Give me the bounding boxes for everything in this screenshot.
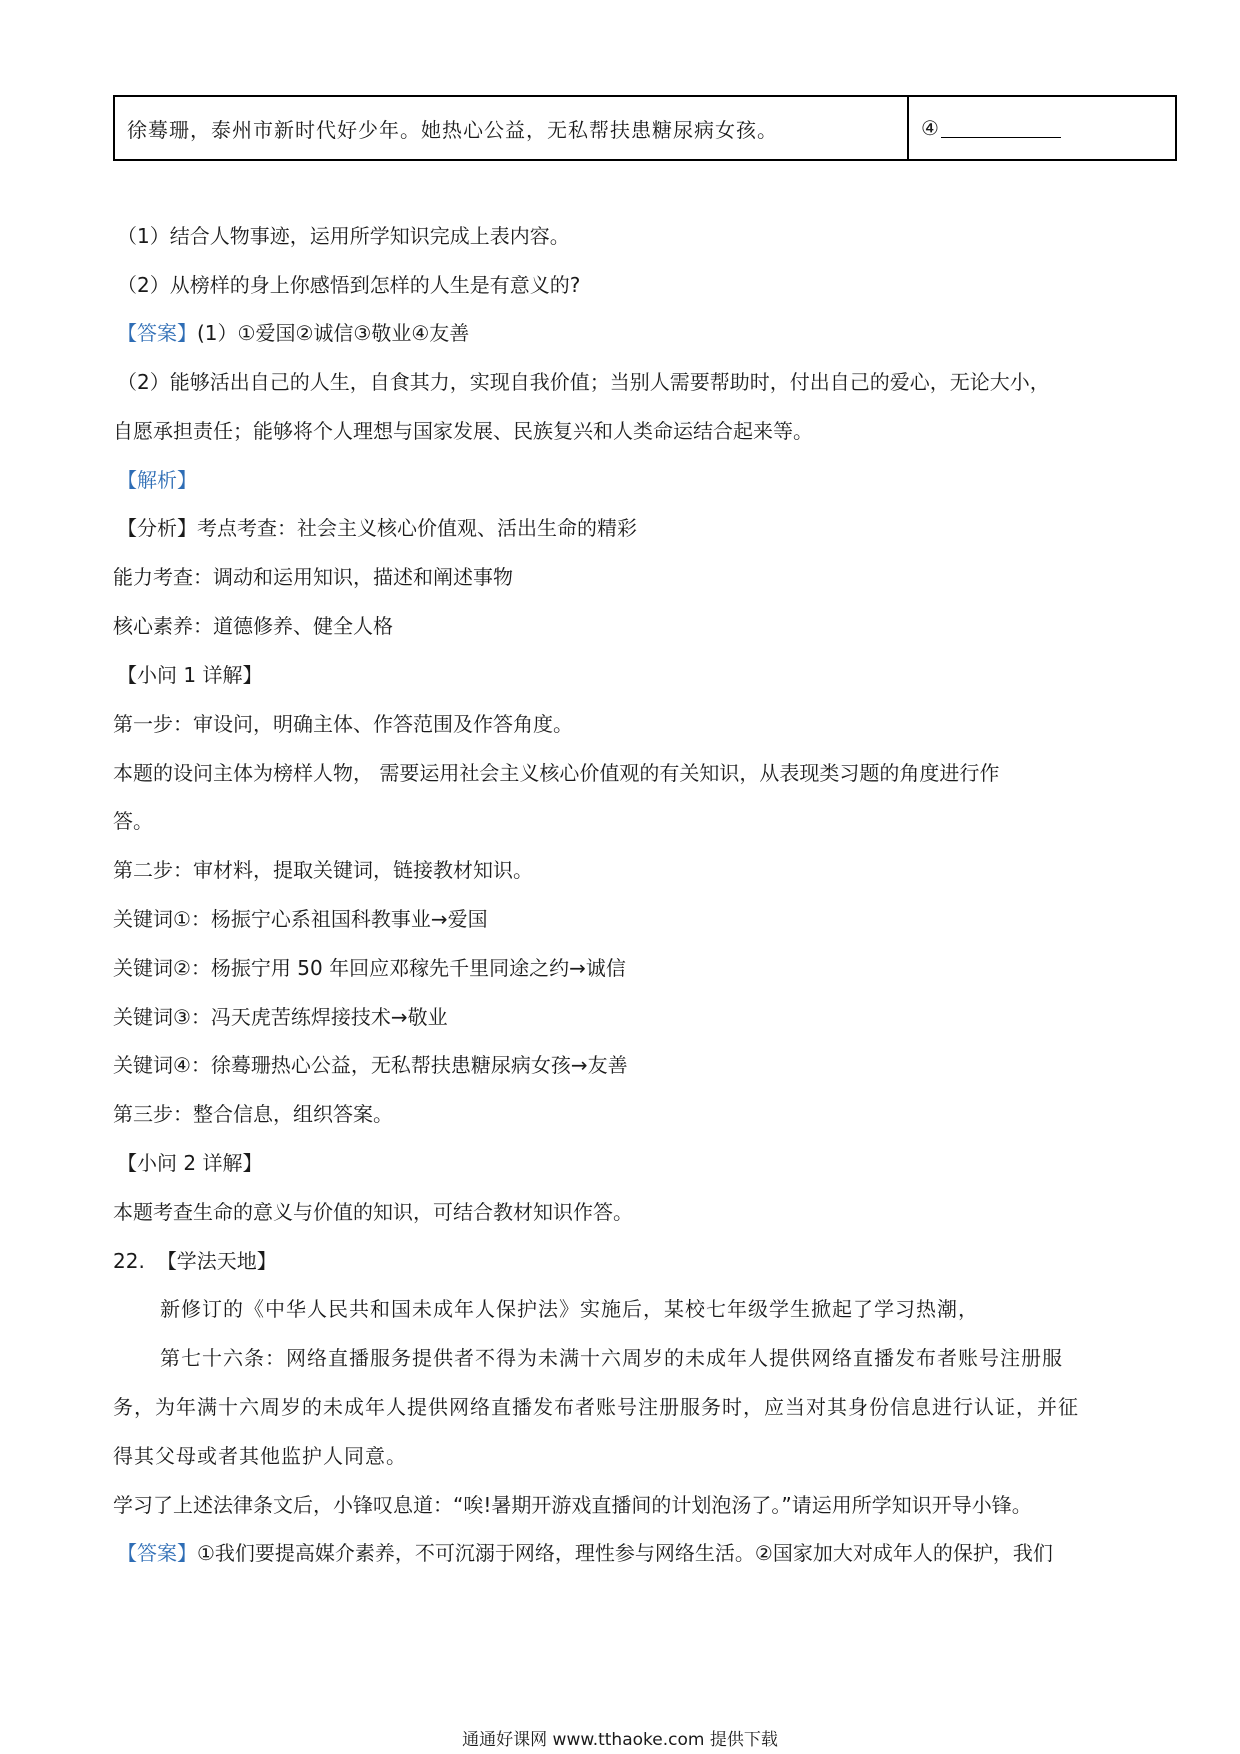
- question-2: （2）从榜样的身上你感悟到怎样的人生是有意义的?: [117, 273, 581, 297]
- role-model-table: [113, 95, 1177, 161]
- keyword-4: 关键词④：徐蓦珊热心公益，无私帮扶患糖尿病女孩→友善: [113, 1053, 628, 1077]
- keyword-2: 关键词②：杨振宁用 50 年回应邓稼先千里同途之约→诚信: [113, 956, 626, 980]
- answer-22-tag: 【答案】: [117, 1541, 197, 1565]
- step-2: 第二步：审材料，提取关键词，链接教材知识。: [113, 858, 533, 882]
- answer-22-line: [117, 1543, 1053, 1563]
- question-1: （1）结合人物事迹，运用所学知识完成上表内容。: [117, 224, 570, 248]
- sub-question-2-desc: 本题考查生命的意义与价值的知识，可结合教材知识作答。: [113, 1200, 633, 1224]
- step-1-desc-a: 本题的设问主体为榜样人物， 需要运用社会主义核心价值观的有关知识，从表现类习题的角度进行作: [113, 761, 1000, 785]
- question-22-para-2a: 第七十六条：网络直播服务提供者不得为未满十六周岁的未成年人提供网络直播发布者账号注册服: [160, 1346, 1063, 1370]
- question-number: 22.: [113, 1249, 145, 1273]
- question-22-para-1: 新修订的《中华人民共和国未成年人保护法》实施后，某校七年级学生掀起了学习热潮，: [160, 1297, 979, 1321]
- sub-question-1-heading: 【小问 1 详解】: [117, 663, 263, 687]
- answer-line-1: [117, 323, 469, 343]
- answer-22: ①我们要提高媒介素养，不可沉溺于网络，理性参与网络生活。②国家加大对成年人的保护，我们: [197, 1541, 1053, 1565]
- core-literacy: 核心素养：道德修养、健全人格: [113, 614, 393, 638]
- question-22-title: 【学法天地】: [156, 1249, 277, 1273]
- ability-check: 能力考查：调动和运用知识，描述和阐述事物: [113, 565, 513, 589]
- answer-blank: [941, 119, 1061, 138]
- keyword-3: 关键词③：冯天虎苦练焊接技术→敬业: [113, 1005, 448, 1029]
- keyword-1: 关键词①：杨振宁心系祖国科教事业→爱国: [113, 907, 488, 931]
- question-22-heading: [113, 1251, 277, 1271]
- step-1: 第一步：审设问，明确主体、作答范围及作答角度。: [113, 712, 573, 736]
- answer-number: ④: [921, 116, 939, 140]
- page-footer: 通通好课网 www.tthaoke.com 提供下载: [462, 1730, 778, 1750]
- sub-question-2-heading: 【小问 2 详解】: [117, 1151, 263, 1175]
- table-cell-description: 徐蓦珊，泰州市新时代好少年。她热心公益，无私帮扶患糖尿病女孩。: [115, 97, 909, 159]
- answer-2a: （2）能够活出自己的人生，自食其力，实现自我价值；当别人需要帮助时，付出自己的爱心，无论大小，: [117, 370, 1050, 394]
- question-22-para-2c: 得其父母或者其他监护人同意。: [113, 1444, 407, 1468]
- step-3: 第三步：整合信息，组织答案。: [113, 1102, 393, 1126]
- analysis-tag: 【解析】: [117, 468, 197, 492]
- answer-tag: 【答案】: [117, 321, 197, 345]
- question-22-para-2b: 务，为年满十六周岁的未成年人提供网络直播发布者账号注册服务时，应当对其身份信息进行认证，并征: [113, 1395, 1079, 1419]
- table-cell-answer: [909, 97, 1175, 159]
- step-1-desc-b: 答。: [113, 809, 153, 833]
- analysis-points: 【分析】考点考查：社会主义核心价值观、活出生命的精彩: [117, 516, 637, 540]
- answer-1: (1）①爱国②诚信③敬业④友善: [197, 321, 470, 345]
- question-22-prompt: 学习了上述法律条文后，小锋叹息道：“唉!暑期开游戏直播间的计划泡汤了。”请运用所学知识开导小锋。: [113, 1493, 1032, 1517]
- answer-2b: 自愿承担责任；能够将个人理想与国家发展、民族复兴和人类命运结合起来等。: [113, 419, 813, 443]
